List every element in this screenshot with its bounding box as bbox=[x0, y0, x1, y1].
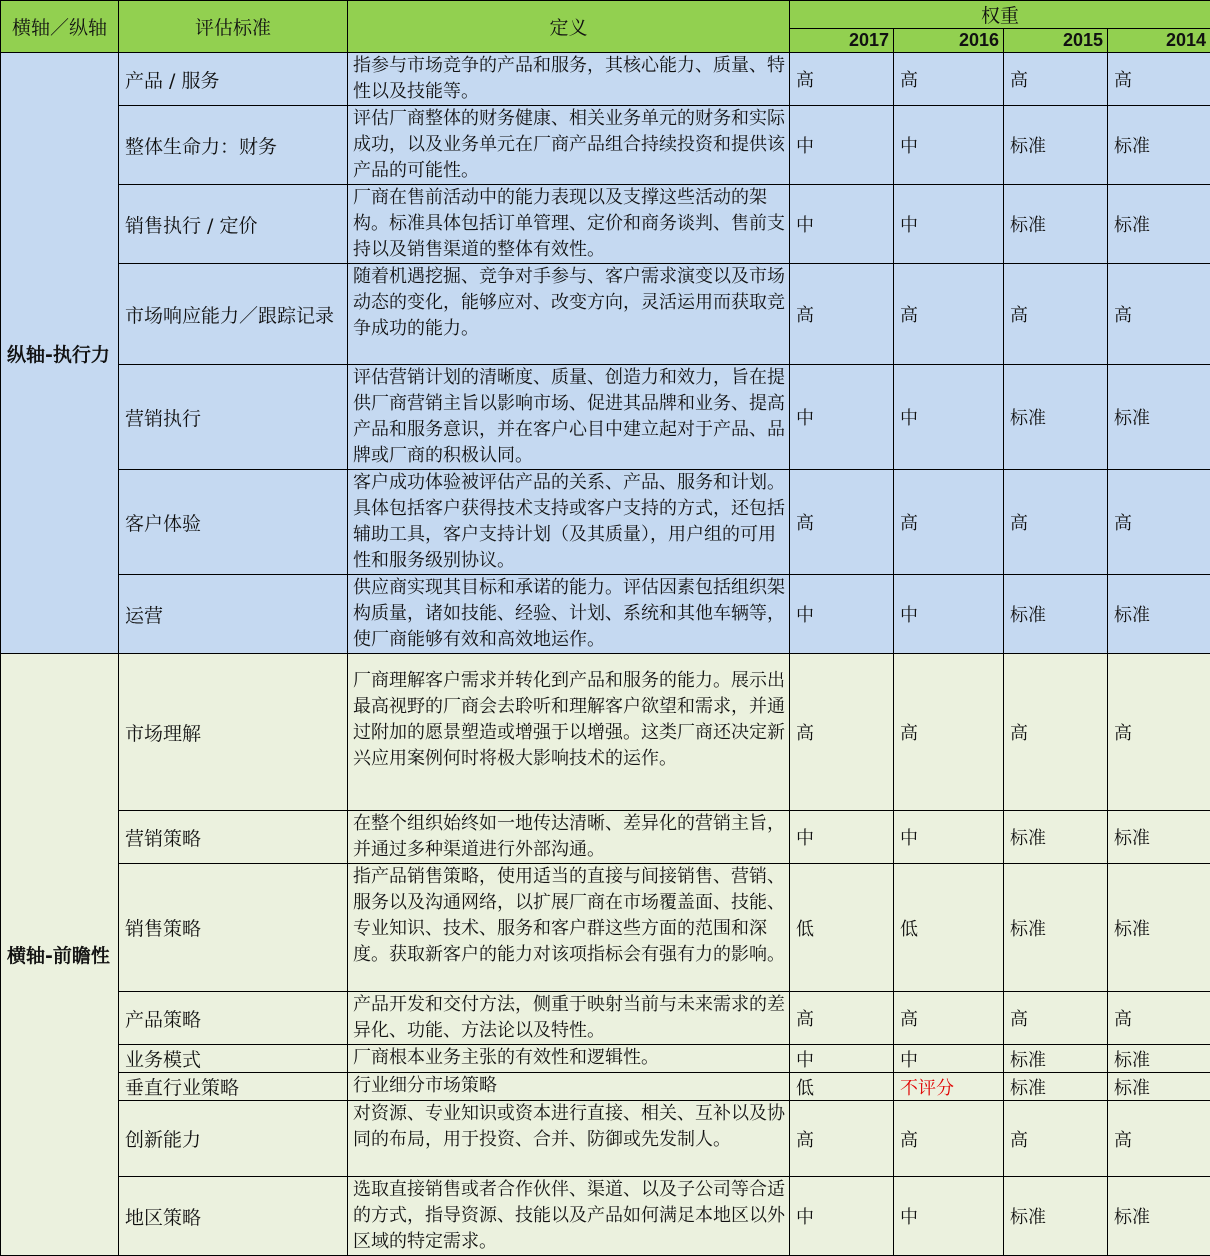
header-year: 2017 bbox=[790, 29, 894, 53]
table-row bbox=[1, 1101, 1210, 1177]
weight-cell: 标准 bbox=[1108, 106, 1210, 185]
criteria-cell: 客户体验 bbox=[119, 470, 348, 575]
criteria-cell: 业务模式 bbox=[119, 1045, 348, 1073]
definition-cell: 厂商在售前活动中的能力表现以及支撑这些活动的架构。标准具体包括订单管理、定价和商务谈判、售前支持以及销售渠道的整体有效性。 bbox=[348, 185, 790, 264]
weight-cell: 中 bbox=[790, 185, 894, 264]
weight-cell: 标准 bbox=[1004, 365, 1108, 470]
weight-cell: 标准 bbox=[1108, 1177, 1210, 1256]
criteria-cell: 整体生命力：财务 bbox=[119, 106, 348, 185]
weight-cell: 中 bbox=[790, 811, 894, 864]
header-weight: 权重 bbox=[790, 1, 1210, 29]
header-year: 2015 bbox=[1004, 29, 1108, 53]
weight-cell: 高 bbox=[1004, 992, 1108, 1045]
weight-cell: 高 bbox=[1004, 470, 1108, 575]
definition-cell: 厂商根本业务主张的有效性和逻辑性。 bbox=[348, 1045, 790, 1073]
weight-cell: 高 bbox=[894, 654, 1004, 811]
weight-cell: 高 bbox=[1108, 264, 1210, 365]
weight-cell: 高 bbox=[790, 470, 894, 575]
weight-cell: 高 bbox=[790, 53, 894, 106]
table-row bbox=[1, 864, 1210, 992]
definition-cell: 评估营销计划的清晰度、质量、创造力和效力，旨在提供厂商营销主旨以影响市场、促进其品牌和业务、提高产品和服务意识，并在客户心目中建立起对于产品、品牌或厂商的积极认同。 bbox=[348, 365, 790, 470]
table-row bbox=[1, 365, 1210, 470]
weight-cell: 中 bbox=[894, 365, 1004, 470]
weight-cell: 高 bbox=[1108, 992, 1210, 1045]
weight-cell: 高 bbox=[894, 1101, 1004, 1177]
definition-cell: 对资源、专业知识或资本进行直接、相关、互补以及协同的布局，用于投资、合并、防御或先发制人。 bbox=[348, 1101, 790, 1177]
criteria-cell: 运营 bbox=[119, 575, 348, 654]
header-definition: 定义 bbox=[348, 1, 790, 53]
criteria-cell: 营销策略 bbox=[119, 811, 348, 864]
weight-cell: 中 bbox=[894, 185, 1004, 264]
definition-cell: 厂商理解客户需求并转化到产品和服务的能力。展示出最高视野的厂商会去聆听和理解客户欲望和需求，并通过附加的愿景塑造或增强于以增强。这类厂商还决定新兴应用案例何时将极大影响技术的运作。 bbox=[348, 654, 790, 811]
weight-cell: 高 bbox=[894, 992, 1004, 1045]
criteria-cell: 市场理解 bbox=[119, 654, 348, 811]
table-row bbox=[1, 264, 1210, 365]
weight-cell: 中 bbox=[894, 1177, 1004, 1256]
weight-cell: 高 bbox=[790, 1101, 894, 1177]
table-row bbox=[1, 106, 1210, 185]
table-row bbox=[1, 1073, 1210, 1101]
weight-cell: 低 bbox=[894, 864, 1004, 992]
weight-cell: 中 bbox=[894, 811, 1004, 864]
weight-cell: 高 bbox=[790, 992, 894, 1045]
group-label: 横轴-前瞻性 bbox=[1, 654, 119, 1256]
weight-cell: 标准 bbox=[1004, 575, 1108, 654]
criteria-cell: 市场响应能力／跟踪记录 bbox=[119, 264, 348, 365]
weight-cell: 高 bbox=[1004, 654, 1108, 811]
weight-cell: 中 bbox=[790, 106, 894, 185]
weight-cell: 标准 bbox=[1108, 185, 1210, 264]
weight-cell: 高 bbox=[1004, 53, 1108, 106]
definition-cell: 行业细分市场策略 bbox=[348, 1073, 790, 1101]
weight-cell: 中 bbox=[790, 575, 894, 654]
weight-cell: 标准 bbox=[1108, 864, 1210, 992]
weight-cell: 中 bbox=[790, 1045, 894, 1073]
definition-cell: 供应商实现其目标和承诺的能力。评估因素包括组织架构质量，诸如技能、经验、计划、系统和其他车辆等，使厂商能够有效和高效地运作。 bbox=[348, 575, 790, 654]
criteria-cell: 垂直行业策略 bbox=[119, 1073, 348, 1101]
definition-cell: 客户成功体验被评估产品的关系、产品、服务和计划。具体包括客户获得技术支持或客户支持的方式，还包括辅助工具，客户支持计划（及其质量），用户组的可用性和服务级别协议。 bbox=[348, 470, 790, 575]
weight-cell: 标准 bbox=[1004, 1177, 1108, 1256]
definition-cell: 随着机遇挖掘、竞争对手参与、客户需求演变以及市场动态的变化，能够应对、改变方向，灵活运用而获取竞争成功的能力。 bbox=[348, 264, 790, 365]
weight-cell: 标准 bbox=[1108, 365, 1210, 470]
table-row bbox=[1, 575, 1210, 654]
weight-cell: 高 bbox=[894, 53, 1004, 106]
weight-cell: 标准 bbox=[1004, 185, 1108, 264]
criteria-cell: 销售执行 / 定价 bbox=[119, 185, 348, 264]
weight-cell: 高 bbox=[1108, 470, 1210, 575]
weight-cell: 标准 bbox=[1108, 1045, 1210, 1073]
weight-cell: 标准 bbox=[1004, 864, 1108, 992]
weight-cell: 高 bbox=[1004, 264, 1108, 365]
weight-cell: 高 bbox=[894, 470, 1004, 575]
weight-cell: 高 bbox=[790, 264, 894, 365]
table-row bbox=[1, 654, 1210, 811]
weight-cell: 标准 bbox=[1004, 1045, 1108, 1073]
table-row bbox=[1, 811, 1210, 864]
weight-cell: 高 bbox=[894, 264, 1004, 365]
weight-cell: 标准 bbox=[1108, 811, 1210, 864]
weight-cell: 低 bbox=[790, 1073, 894, 1101]
weight-cell: 中 bbox=[894, 106, 1004, 185]
weight-cell: 高 bbox=[1004, 1101, 1108, 1177]
criteria-cell: 创新能力 bbox=[119, 1101, 348, 1177]
weight-cell: 中 bbox=[894, 575, 1004, 654]
criteria-cell: 地区策略 bbox=[119, 1177, 348, 1256]
criteria-cell: 产品 / 服务 bbox=[119, 53, 348, 106]
weight-cell: 标准 bbox=[1004, 106, 1108, 185]
weight-cell: 标准 bbox=[1004, 811, 1108, 864]
weight-cell: 中 bbox=[894, 1045, 1004, 1073]
definition-cell: 指产品销售策略，使用适当的直接与间接销售、营销、服务以及沟通网络，以扩展厂商在市场覆盖面、技能、专业知识、技术、服务和客户群这些方面的范围和深度。获取新客户的能力对该项指标会有强有力的影响。 bbox=[348, 864, 790, 992]
header-year: 2016 bbox=[894, 29, 1004, 53]
table-row bbox=[1, 470, 1210, 575]
definition-cell: 选取直接销售或者合作伙伴、渠道、以及子公司等合适的方式，指导资源、技能以及产品如何满足本地区以外区域的特定需求。 bbox=[348, 1177, 790, 1256]
header-axis: 横轴／纵轴 bbox=[1, 1, 119, 53]
definition-cell: 在整个组织始终如一地传达清晰、差异化的营销主旨，并通过多种渠道进行外部沟通。 bbox=[348, 811, 790, 864]
group-label: 纵轴-执行力 bbox=[1, 53, 119, 654]
weight-cell: 高 bbox=[1108, 1101, 1210, 1177]
weight-cell: 高 bbox=[790, 654, 894, 811]
table-row bbox=[1, 185, 1210, 264]
definition-cell: 产品开发和交付方法，侧重于映射当前与未来需求的差异化、功能、方法论以及特性。 bbox=[348, 992, 790, 1045]
weight-cell-not-scored: 不评分 bbox=[894, 1073, 1004, 1101]
weight-cell: 标准 bbox=[1108, 1073, 1210, 1101]
criteria-cell: 营销执行 bbox=[119, 365, 348, 470]
weight-cell: 低 bbox=[790, 864, 894, 992]
table-row bbox=[1, 53, 1210, 106]
criteria-cell: 产品策略 bbox=[119, 992, 348, 1045]
header-year: 2014 bbox=[1108, 29, 1210, 53]
table-row bbox=[1, 992, 1210, 1045]
weight-cell: 高 bbox=[1108, 654, 1210, 811]
definition-cell: 指参与市场竞争的产品和服务，其核心能力、质量、特性以及技能等。 bbox=[348, 53, 790, 106]
table-row bbox=[1, 1177, 1210, 1256]
header-criteria: 评估标准 bbox=[119, 1, 348, 53]
weight-cell: 高 bbox=[1108, 53, 1210, 106]
weight-cell: 中 bbox=[790, 365, 894, 470]
criteria-cell: 销售策略 bbox=[119, 864, 348, 992]
table-row bbox=[1, 1045, 1210, 1073]
weight-cell: 标准 bbox=[1004, 1073, 1108, 1101]
weight-cell: 标准 bbox=[1108, 575, 1210, 654]
definition-cell: 评估厂商整体的财务健康、相关业务单元的财务和实际成功，以及业务单元在厂商产品组合持续投资和提供该产品的可能性。 bbox=[348, 106, 790, 185]
weight-cell: 中 bbox=[790, 1177, 894, 1256]
